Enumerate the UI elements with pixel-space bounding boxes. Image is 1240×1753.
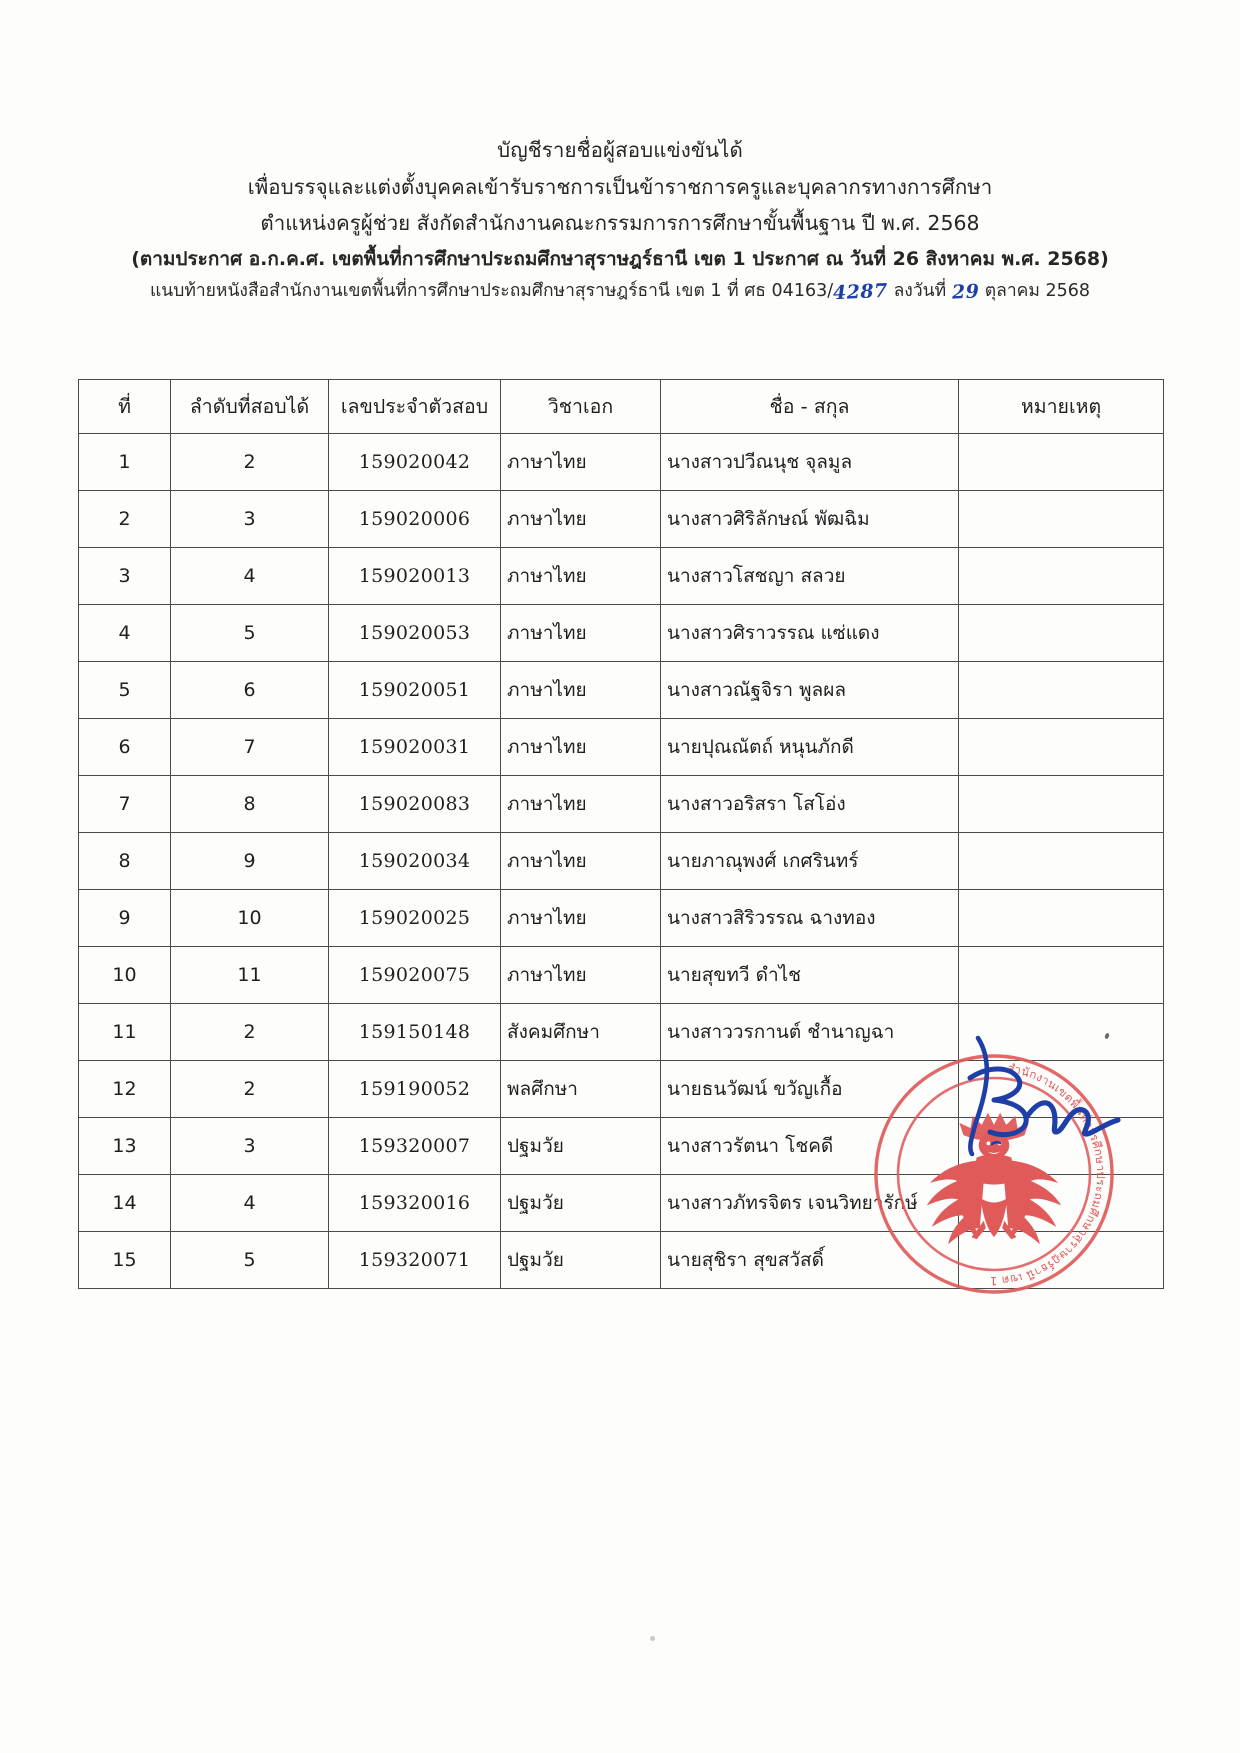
cell-exam-id: 159020075 (329, 947, 501, 1004)
cell-name: นางสาววรกานต์ ชำนาญฉา (661, 1004, 959, 1061)
cell-no: 4 (79, 605, 171, 662)
cell-exam-id: 159020083 (329, 776, 501, 833)
cell-no: 5 (79, 662, 171, 719)
cell-name: นางสาวสิริวรรณ ฉางทอง (661, 890, 959, 947)
column-header-rank: ลำดับที่สอบได้ (171, 380, 329, 434)
cell-subject: ภาษาไทย (501, 833, 661, 890)
cell-subject: ปฐมวัย (501, 1175, 661, 1232)
cell-rank: 11 (171, 947, 329, 1004)
cell-rank: 4 (171, 548, 329, 605)
table-row (79, 434, 1164, 491)
cell-rank: 3 (171, 1118, 329, 1175)
seal-legend-text: สำนักงานเขตพื้นที่การศึกษาประถมศึกษาสุราษฎร์ธานี เขต 1 (989, 1060, 1109, 1289)
cell-rank: 2 (171, 1004, 329, 1061)
cell-name: นางสาวปวีณนุช จุลมูล (661, 434, 959, 491)
table-row (79, 1004, 1164, 1061)
cell-exam-id: 159020051 (329, 662, 501, 719)
cell-remark (959, 491, 1164, 548)
cell-remark (959, 833, 1164, 890)
column-header-exam-id: เลขประจำตัวสอบ (329, 380, 501, 434)
cell-rank: 10 (171, 890, 329, 947)
cell-no: 15 (79, 1232, 171, 1289)
cell-exam-id: 159020053 (329, 605, 501, 662)
cell-subject: ปฐมวัย (501, 1118, 661, 1175)
cell-subject: ภาษาไทย (501, 491, 661, 548)
cell-subject: ปฐมวัย (501, 1232, 661, 1289)
document-header (0, 140, 1240, 302)
cell-remark (959, 719, 1164, 776)
cell-remark (959, 548, 1164, 605)
table-row (79, 833, 1164, 890)
cell-subject: สังคมศึกษา (501, 1004, 661, 1061)
document-subtitle-position: ตำแหน่งครูผู้ช่วย สังกัดสำนักงานคณะกรรมการการศึกษาขั้นพื้นฐาน ปี พ.ศ. 2568 (260, 211, 980, 235)
cell-exam-id: 159020025 (329, 890, 501, 947)
column-header-remark: หมายเหตุ (959, 380, 1164, 434)
cell-rank: 7 (171, 719, 329, 776)
table-row (79, 1175, 1164, 1232)
cell-subject: ภาษาไทย (501, 434, 661, 491)
table-header-row (79, 380, 1164, 434)
cell-remark (959, 1175, 1164, 1232)
cell-exam-id: 159150148 (329, 1004, 501, 1061)
cell-name: นายธนวัฒน์ ขวัญเกื้อ (661, 1061, 959, 1118)
cell-no: 1 (79, 434, 171, 491)
cell-no: 10 (79, 947, 171, 1004)
column-header-no: ที่ (79, 380, 171, 434)
cell-rank: 8 (171, 776, 329, 833)
scan-artifact (650, 1636, 655, 1641)
cell-no: 13 (79, 1118, 171, 1175)
attachment-ref-suffix: ตุลาคม 2568 (979, 280, 1091, 301)
cell-exam-id: 159020042 (329, 434, 501, 491)
table-row (79, 662, 1164, 719)
document-attachment-reference (0, 279, 1240, 304)
attachment-ref-prefix: แนบท้ายหนังสือสำนักงานเขตพื้นที่การศึกษาประถมศึกษาสุราษฎร์ธานี เขต 1 ที่ ศธ 04163/ (149, 280, 834, 301)
table-row (79, 890, 1164, 947)
column-header-name: ชื่อ - สกุล (661, 380, 959, 434)
cell-no: 2 (79, 491, 171, 548)
cell-name: นายปุณณัตถ์ หนุนภักดี (661, 719, 959, 776)
cell-name: นางสาวศิริลักษณ์ พัฒฉิม (661, 491, 959, 548)
cell-subject: ภาษาไทย (501, 548, 661, 605)
table-body (79, 434, 1164, 1289)
table-header-row-group (79, 380, 1164, 434)
cell-remark (959, 434, 1164, 491)
cell-remark (959, 947, 1164, 1004)
attachment-ref-date-label: ลงวันที่ (888, 280, 952, 301)
cell-remark (959, 1118, 1164, 1175)
cell-remark (959, 776, 1164, 833)
cell-no: 9 (79, 890, 171, 947)
handwritten-document-number: 4287 (832, 279, 889, 304)
cell-exam-id: 159320016 (329, 1175, 501, 1232)
cell-no: 12 (79, 1061, 171, 1118)
handwritten-day: 29 (951, 279, 980, 304)
cell-name: นายสุขทวี ดำไช (661, 947, 959, 1004)
cell-remark (959, 605, 1164, 662)
cell-name: นางสาวณัฐจิรา พูลผล (661, 662, 959, 719)
cell-subject: ภาษาไทย (501, 605, 661, 662)
table-row (79, 548, 1164, 605)
cell-rank: 2 (171, 1061, 329, 1118)
cell-exam-id: 159020006 (329, 491, 501, 548)
cell-rank: 2 (171, 434, 329, 491)
cell-subject: ภาษาไทย (501, 947, 661, 1004)
roster-table (78, 379, 1164, 1289)
cell-name: นายสุชิรา สุขสวัสดิ์ (661, 1232, 959, 1289)
cell-remark (959, 1004, 1164, 1061)
cell-remark (959, 662, 1164, 719)
cell-no: 6 (79, 719, 171, 776)
cell-subject: ภาษาไทย (501, 776, 661, 833)
cell-rank: 4 (171, 1175, 329, 1232)
cell-exam-id: 159320071 (329, 1232, 501, 1289)
document-announcement-reference: (ตามประกาศ อ.ก.ค.ศ. เขตพื้นที่การศึกษาประถมศึกษาสุราษฎร์ธานี เขต 1 ประกาศ ณ วันที่ 26 สิงหาคม พ.ศ. 2568) (131, 247, 1109, 270)
cell-name: นางสาวอริสรา โสโอ่ง (661, 776, 959, 833)
cell-remark (959, 1232, 1164, 1289)
table-row (79, 776, 1164, 833)
cell-rank: 9 (171, 833, 329, 890)
cell-no: 3 (79, 548, 171, 605)
document-title: บัญชีรายชื่อผู้สอบแข่งขันได้ (497, 138, 743, 162)
cell-name: นางสาวรัตนา โชคดี (661, 1118, 959, 1175)
cell-exam-id: 159020031 (329, 719, 501, 776)
table-row (79, 1118, 1164, 1175)
cell-rank: 5 (171, 605, 329, 662)
table-row (79, 1232, 1164, 1289)
table-row (79, 491, 1164, 548)
cell-no: 8 (79, 833, 171, 890)
cell-name: นางสาวโสชญา สลวย (661, 548, 959, 605)
table-row (79, 605, 1164, 662)
cell-exam-id: 159320007 (329, 1118, 501, 1175)
cell-subject: ภาษาไทย (501, 719, 661, 776)
cell-name: นางสาวภัทรจิตร เจนวิทยารักษ์ (661, 1175, 959, 1232)
cell-no: 7 (79, 776, 171, 833)
cell-subject: ภาษาไทย (501, 890, 661, 947)
cell-name: นางสาวศิราวรรณ แซ่แดง (661, 605, 959, 662)
table-row (79, 1061, 1164, 1118)
roster-table-container (78, 379, 1163, 1289)
cell-exam-id: 159020013 (329, 548, 501, 605)
cell-remark (959, 1061, 1164, 1118)
document-subtitle-purpose: เพื่อบรรจุและแต่งตั้งบุคคลเข้ารับราชการเป็นข้าราชการครูและบุคลากรทางการศึกษา (247, 174, 993, 199)
cell-no: 14 (79, 1175, 171, 1232)
cell-rank: 5 (171, 1232, 329, 1289)
cell-exam-id: 159190052 (329, 1061, 501, 1118)
cell-rank: 3 (171, 491, 329, 548)
cell-subject: พลศึกษา (501, 1061, 661, 1118)
table-row (79, 947, 1164, 1004)
cell-no: 11 (79, 1004, 171, 1061)
column-header-subject: วิชาเอก (501, 380, 661, 434)
cell-rank: 6 (171, 662, 329, 719)
cell-name: นายภาณุพงศ์ เกศรินทร์ (661, 833, 959, 890)
cell-exam-id: 159020034 (329, 833, 501, 890)
cell-remark (959, 890, 1164, 947)
table-row (79, 719, 1164, 776)
cell-subject: ภาษาไทย (501, 662, 661, 719)
